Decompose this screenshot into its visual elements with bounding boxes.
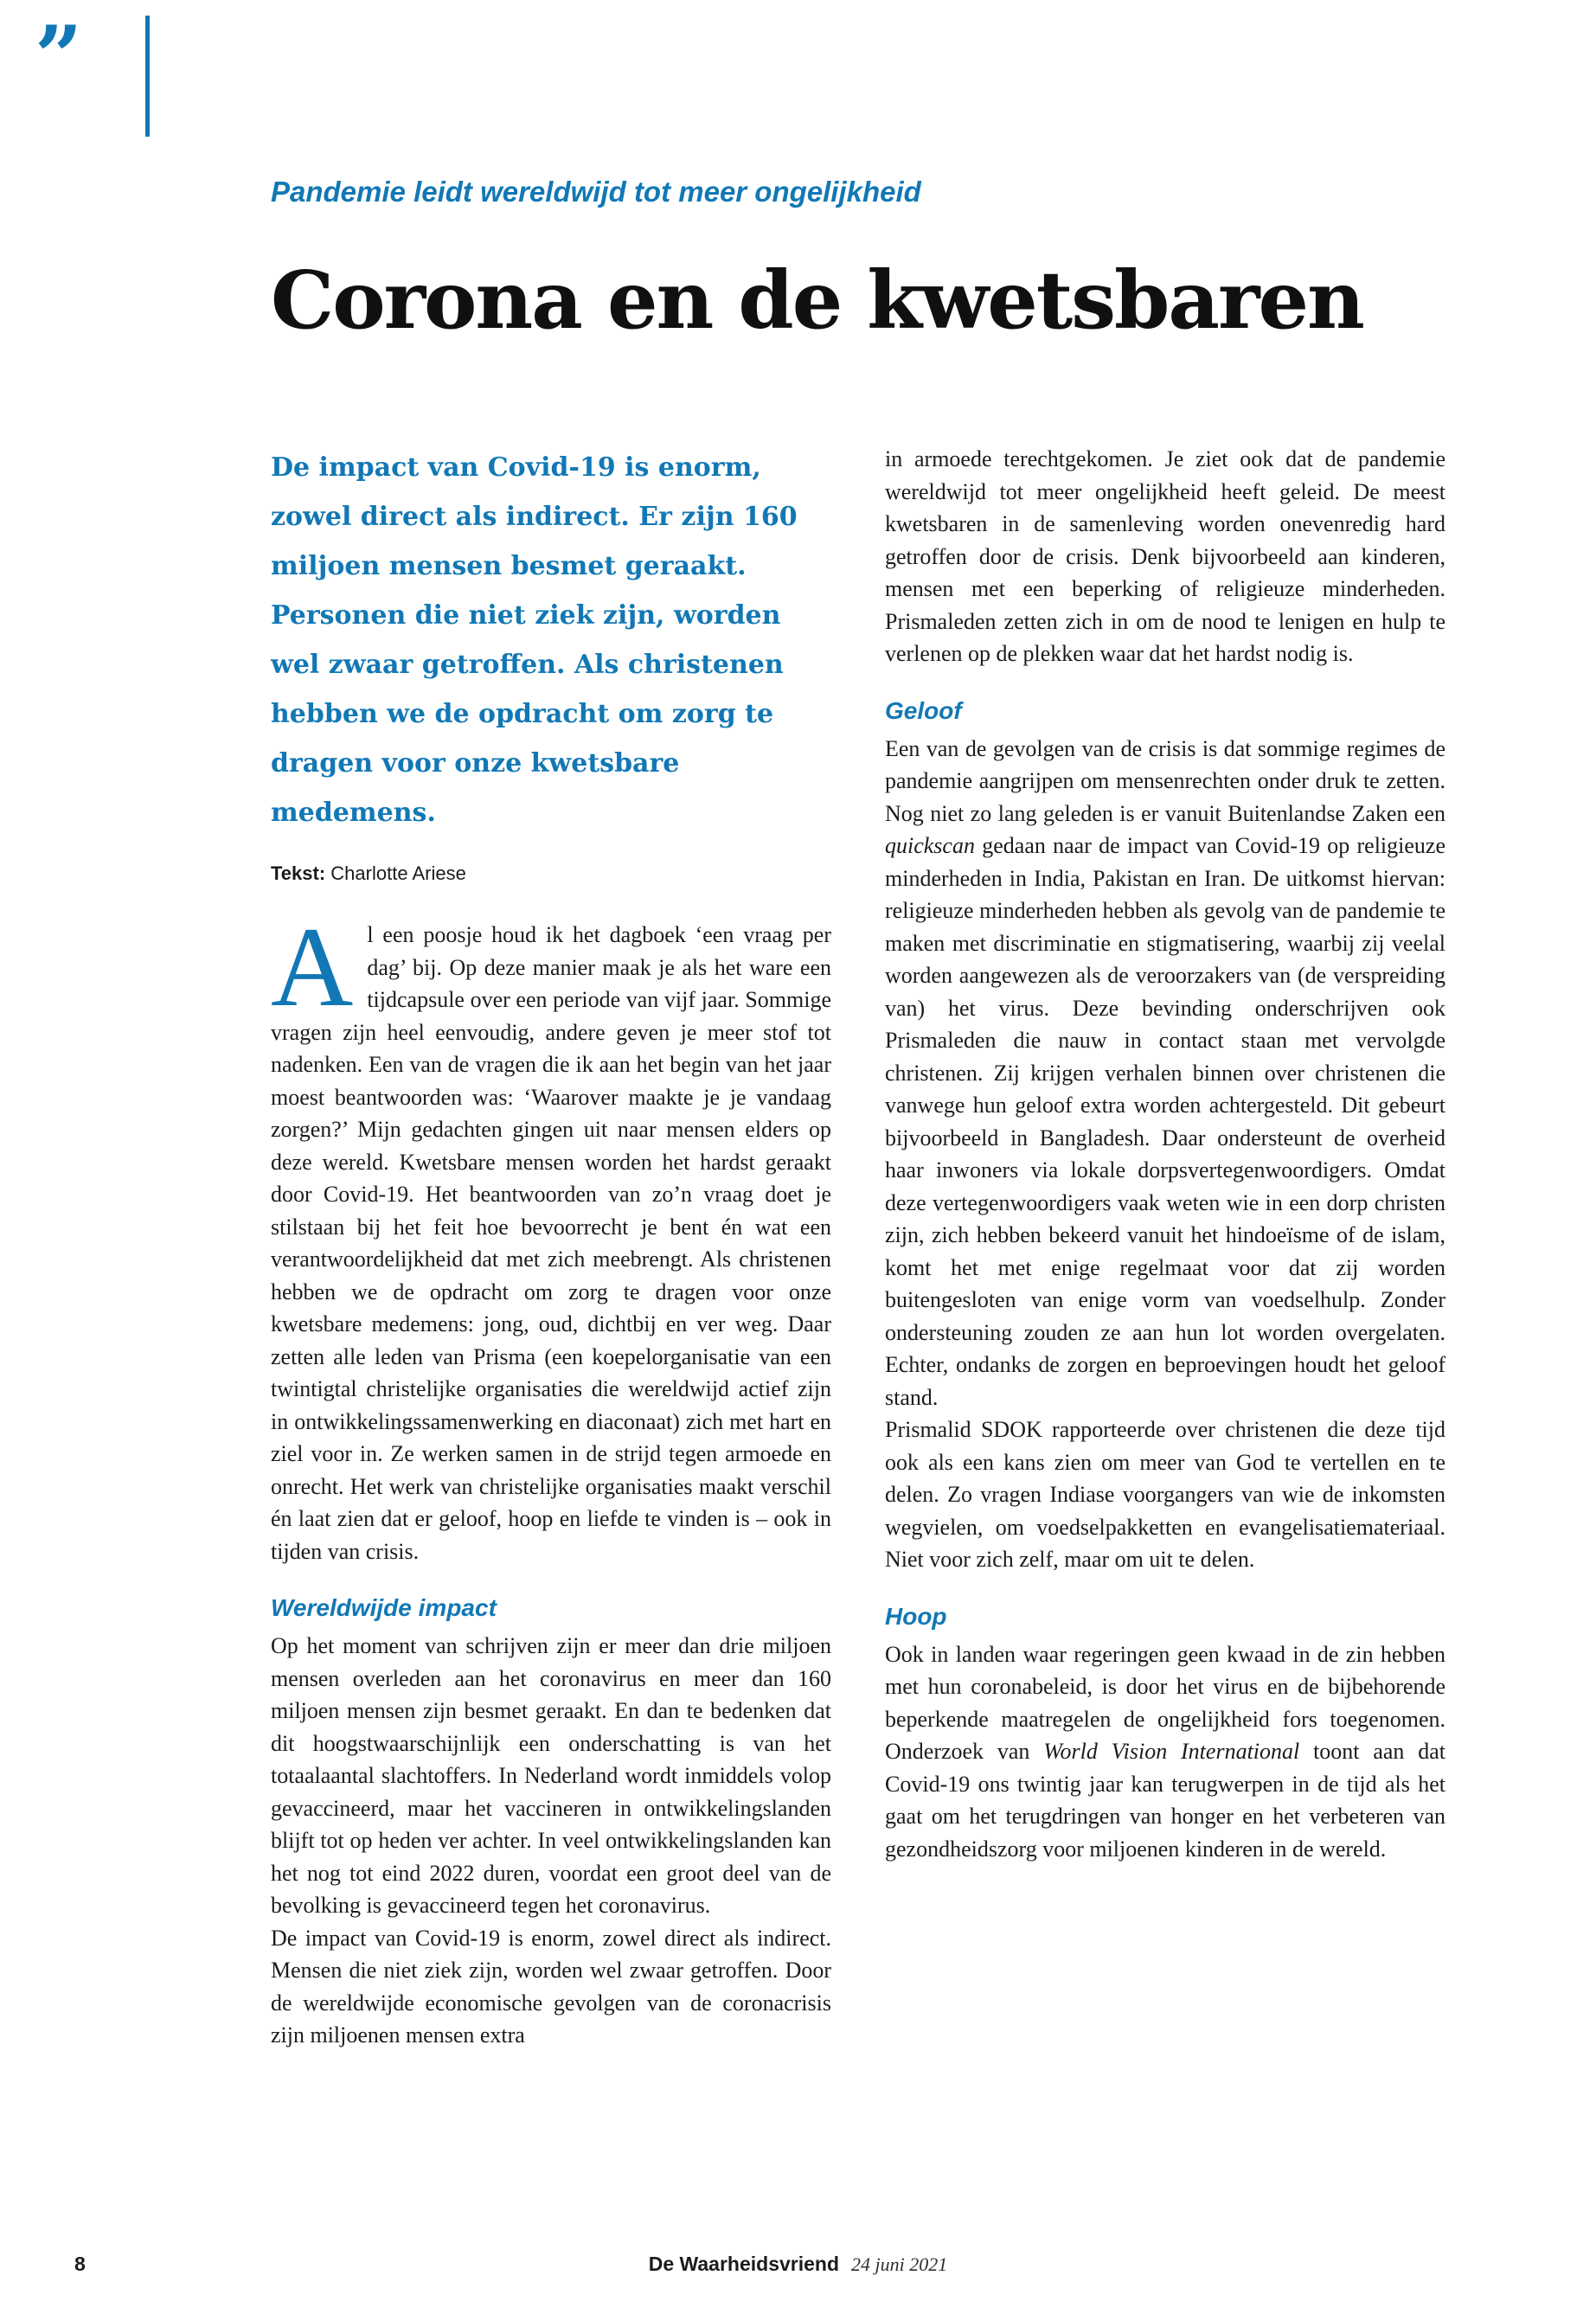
subhead-geloof: Geloof xyxy=(885,696,962,724)
body-paragraph: in armoede terechtgekomen. Je ziet ook dat de pandemie wereldwijd tot meer ongelijkheid heeft geleid. De meest kwetsbaren in de samenleving worden onevenredig hard getroffen door de crisis. Denk bijvoorbeeld aan kinderen, mensen met een beperking of religieuze minderheden. Prismaleden zetten zich in om de nood te lenigen en hulp te verlenen op de plekken waar dat het hardst nodig is. xyxy=(885,446,1445,667)
body-paragraph: Prismalid SDOK rapporteerde over christenen die deze tijd ook als een kans zien om meer van God te vertellen en te delen. Zo vragen Indiase voorgangers van wie de inkomsten wegvielen, om voedselpakketten en evangelisatiemateriaal. Niet voor zich zelf, maar om uit te delen. xyxy=(885,1417,1445,1573)
footer-brand: De Waarheidsvriend xyxy=(648,2253,840,2275)
byline xyxy=(271,862,831,886)
body-paragraph: De impact van Covid-19 is enorm, zowel direct als indirect. Mensen die niet ziek zijn, worden wel zwaar getroffen. Door de wereldwijde economische gevolgen van de coronacrisis zijn miljoenen mensen extra xyxy=(271,1925,831,2048)
body-paragraph: Op het moment van schrijven zijn er meer dan drie miljoen mensen overleden aan het coronavirus en meer dan 160 miljoen mensen zijn besmet geraakt. En dan te bedenken dat dit hoogstwaarschijnlijk een onderschatting is van het totaalaantal slachtoffers. In Nederland wordt inmiddels volop gevaccineerd, maar het vaccineren in ontwikkelingslanden blijft tot op heden ver achter. In veel ontwikkelingslanden kan het nog tot eind 2022 duren, voordat een groot deel van de bevolking is gevaccineerd tegen het coronavirus. xyxy=(271,1633,831,1919)
body-paragraph: Ook in landen waar regeringen geen kwaad in de zin hebben met hun coronabeleid, is door het virus en de bijbehorende beperkende maatregelen de ongelijkheid fors toegenomen. Onderzoek van World Vision International toont aan dat Covid-19 ons twintig jaar kan terugwerpen in de tijd als het gaat om het terugdringen van honger en het verbeteren van gezondheidszorg voor miljoenen kinderen in de wereld. xyxy=(885,1641,1446,1862)
subhead-hoop: Hoop xyxy=(885,1602,947,1630)
left-column xyxy=(271,443,831,2052)
body-paragraph: Een van de gevolgen van de crisis is dat sommige regimes de pandemie aangrijpen om mensenrechten onder druk te zetten. Nog niet zo lang geleden is er vanuit Buitenlandse Zaken een quickscan gedaan naar de impact van Covid-19 op religieuze minderheden in India, Pakistan en Iran. De uitkomst hiervan: religieuze minderheden hebben als gevolg van de pandemie te maken met discriminatie en stigmatisering, waarbij zij veelal worden aangewezen als de veroorzakers van (de verspreiding van) het virus. Deze bevinding onderschrijven ook Prismaleden die nauw in contact staan met vervolgde christenen. Zij krijgen verhalen binnen over christenen die vanwege hun geloof extra worden achtergesteld. Dit gebeurt bijvoorbeeld in Bangladesh. Daar ondersteunt de overheid haar inwoners via lokale dorpsvertegenwoordigers. Omdat deze vertegenwoordigers vaak weten wie in een dorp christen zijn, zich hebben bekeerd vanuit het hindoeïsme of de islam, komt het met enige regelmaat voor dat zij worden buitengesloten van enige vorm van voedselhulp. Zonder ondersteuning zouden ze aan hun lot worden overgelaten. Echter, ondanks de zorgen en beproevingen houdt het geloof stand. xyxy=(885,735,1445,1410)
quote-mark-icon: ” xyxy=(35,8,83,106)
opening-paragraph xyxy=(271,903,831,1567)
subhead-wereldwijde-impact: Wereldwijde impact xyxy=(271,1594,497,1622)
intro-paragraph: De impact van Covid-19 is enorm, zowel direct als indirect. Er zijn 160 miljoen mensen besmet geraakt. Personen die niet ziek zijn, worden wel zwaar getroffen. Als christenen hebben we de opdracht om zorg te dragen voor onze kwetsbare medemens. xyxy=(271,452,798,829)
page-number: 8 xyxy=(74,2253,86,2275)
dropcap-letter: A xyxy=(271,903,354,1031)
page-footer xyxy=(0,2253,1596,2279)
article xyxy=(271,0,1445,2052)
corner-rule xyxy=(145,16,150,137)
article-title: Corona en de kwetsbaren xyxy=(271,253,1363,347)
page-corner-decoration xyxy=(35,8,83,106)
article-columns xyxy=(271,443,1445,2052)
opening-paragraph-text: l een poosje houd ik het dagboek ‘een vraag per dag’ bij. Op deze manier maak je als het ware een tijdcapsule over een periode van vijf jaar. Sommige vragen zijn heel eenvoudig, andere geven je meer stof tot nadenken. Een van de vragen die ik aan het begin van het jaar moest beantwoorden was: ‘Waarover maakte je je vandaag zorgen?’ Mijn gedachten gingen uit naar mensen elders op deze wereld. Kwetsbare mensen worden het hardst geraakt door Covid-19. Het beantwoorden van zo’n vraag doet je stilstaan bij het feit hoe bevoorrecht je bent én wat een verantwoordelijkheid dat met zich meebrengt. Als christenen hebben we de opdracht om zorg te dragen voor onze kwetsbare medemens: jong, oud, dichtbij en ver weg. Daar zetten alle leden van Prisma (een koepelorganisatie van een twintigtal christelijke organisaties die wereldwijd actief zijn in ontwikkelingssamenwerking en diaconaat) zich met hart en ziel voor in. Ze werken samen in de strijd tegen armoede en onrecht. Het werk van christelijke organisaties maakt verschil én laat zien dat er geloof, hoop en liefde te vinden is – ook in tijden van crisis. xyxy=(271,922,831,1564)
footer-date: 24 juni 2021 xyxy=(851,2253,948,2275)
article-kicker: Pandemie leidt wereldwijd tot meer ongelijkheid xyxy=(271,176,921,208)
footer-center xyxy=(0,2253,1596,2276)
right-column xyxy=(885,443,1445,2052)
byline-author: Charlotte Ariese xyxy=(330,862,466,885)
byline-label: Tekst: xyxy=(271,862,326,885)
